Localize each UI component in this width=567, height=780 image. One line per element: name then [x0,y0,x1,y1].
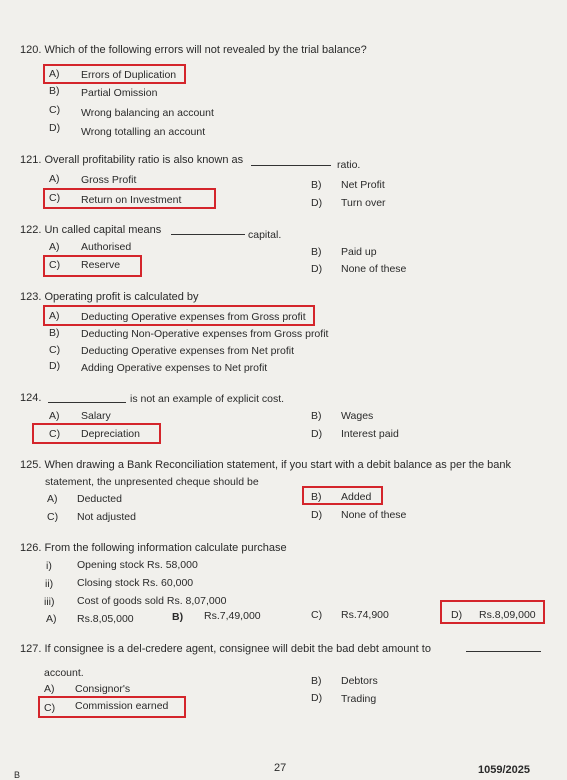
q121-stem-end: ratio. [337,159,361,171]
q125-stem-line1: 125. When drawing a Bank Reconciliation statement, if you start with a debit balance as per the bank [20,459,512,471]
q125-a-text: Deducted [77,493,122,505]
q126-item-iii-text: Cost of goods sold Rs. 8,07,000 [77,595,227,607]
q126-answer-highlight [440,600,545,624]
q123-b-text: Deducting Non-Operative expenses from Gross profit [81,328,329,340]
q123-c-label: C) [49,344,61,356]
q126-b-label: B) [172,611,184,623]
paper-code: 1059/2025 [478,764,530,776]
q127-a-text: Consignor's [75,683,131,695]
q123-a-label: A) [49,310,60,322]
q125-c-text: Not adjusted [77,511,136,523]
q125-d-text: None of these [341,509,407,521]
q125-d-label: D) [311,509,323,521]
q120-d-text: Wrong totalling an account [81,126,206,138]
q121-b-label: B) [311,179,322,191]
q127-c-label: C) [44,702,56,714]
page-number: 27 [274,762,287,774]
q122-a-text: Authorised [81,241,132,253]
q123-d-label: D) [49,360,61,372]
q124-a-text: Salary [81,410,111,422]
q125-b-text: Added [341,491,372,503]
q126-c-label: C) [311,609,323,621]
q126-stem: 126. From the following information calculate purchase [20,542,287,554]
q127-a-label: A) [44,683,55,695]
q120-b-label: B) [49,85,60,97]
q124-stem-end: is not an example of explicit cost. [130,393,285,405]
q127-b-text: Debtors [341,675,378,687]
q127-d-label: D) [311,692,323,704]
q123-stem: 123. Operating profit is calculated by [20,291,199,303]
q122-stem-end: capital. [248,229,282,241]
q120-c-label: C) [49,104,61,116]
q122-d-label: D) [311,263,323,275]
q121-c-label: C) [49,192,61,204]
q122-c-label: C) [49,259,61,271]
q120-stem: 120. Which of the following errors will not revealed by the trial balance? [20,44,367,56]
q122-b-text: Paid up [341,246,377,258]
q125-answer-highlight [302,486,383,505]
q124-answer-highlight [32,423,161,444]
q127-b-label: B) [311,675,322,687]
q122-b-label: B) [311,246,322,258]
q124-blank [48,402,126,403]
q123-a-text: Deducting Operative expenses from Gross profit [81,311,306,323]
q126-item-ii-label: ii) [45,578,54,590]
q122-d-text: None of these [341,263,407,275]
corner-mark: B [14,770,21,780]
q127-stem-line1: 127. If consignee is a del-credere agent, consignee will debit the bad debt amount to [20,643,431,655]
q125-a-label: A) [47,493,58,505]
q120-d-label: D) [49,122,61,134]
q120-a-label: A) [49,68,60,80]
q122-answer-highlight [43,255,142,277]
q123-d-text: Adding Operative expenses to Net profit [81,362,268,374]
q126-item-i-text: Opening stock Rs. 58,000 [77,559,198,571]
q124-b-text: Wages [341,410,374,422]
q123-c-text: Deducting Operative expenses from Net profit [81,345,295,357]
q121-stem: 121. Overall profitability ratio is also known as [20,154,244,166]
q125-stem-line2: statement, the unpresented cheque should be [45,476,259,488]
q124-number: 124. [20,392,42,404]
q120-a-text: Errors of Duplication [81,69,177,81]
q120-b-text: Partial Omission [81,87,158,99]
q122-blank [171,234,245,235]
q121-blank [251,165,331,166]
q124-b-label: B) [311,410,322,422]
q126-item-iii-label: iii) [44,596,55,608]
q125-c-label: C) [47,511,59,523]
q124-a-label: A) [49,410,60,422]
q127-d-text: Trading [341,693,377,705]
q126-b-text: Rs.7,49,000 [204,610,261,622]
q121-answer-highlight [43,188,216,209]
q122-c-text: Reserve [81,259,121,271]
q120-answer-highlight [43,64,186,84]
q126-item-i-label: i) [46,560,52,572]
q121-d-label: D) [311,197,323,209]
q121-c-text: Return on Investment [81,194,182,206]
q127-answer-highlight [38,696,186,718]
q124-c-label: C) [49,428,61,440]
q121-d-text: Turn over [341,197,386,209]
q122-a-label: A) [49,241,60,253]
q121-a-label: A) [49,173,60,185]
q127-stem-line2: account. [44,667,84,679]
q126-c-text: Rs.74,900 [341,609,389,621]
q123-b-label: B) [49,327,60,339]
q126-d-text: Rs.8,09,000 [479,609,536,621]
q126-d-label: D) [451,609,463,621]
q127-c-text: Commission earned [75,700,169,712]
q121-a-text: Gross Profit [81,174,137,186]
q121-b-text: Net Profit [341,179,385,191]
q124-c-text: Depreciation [81,428,140,440]
q127-blank [466,651,541,652]
q126-item-ii-text: Closing stock Rs. 60,000 [77,577,194,589]
q120-c-text: Wrong balancing an account [81,107,214,119]
q126-a-label: A) [46,613,57,625]
q124-d-text: Interest paid [341,428,399,440]
q122-stem: 122. Un called capital means [20,224,162,236]
q125-b-label: B) [311,491,322,503]
q126-a-text: Rs.8,05,000 [77,613,134,625]
q124-d-label: D) [311,428,323,440]
q123-answer-highlight [43,305,315,326]
